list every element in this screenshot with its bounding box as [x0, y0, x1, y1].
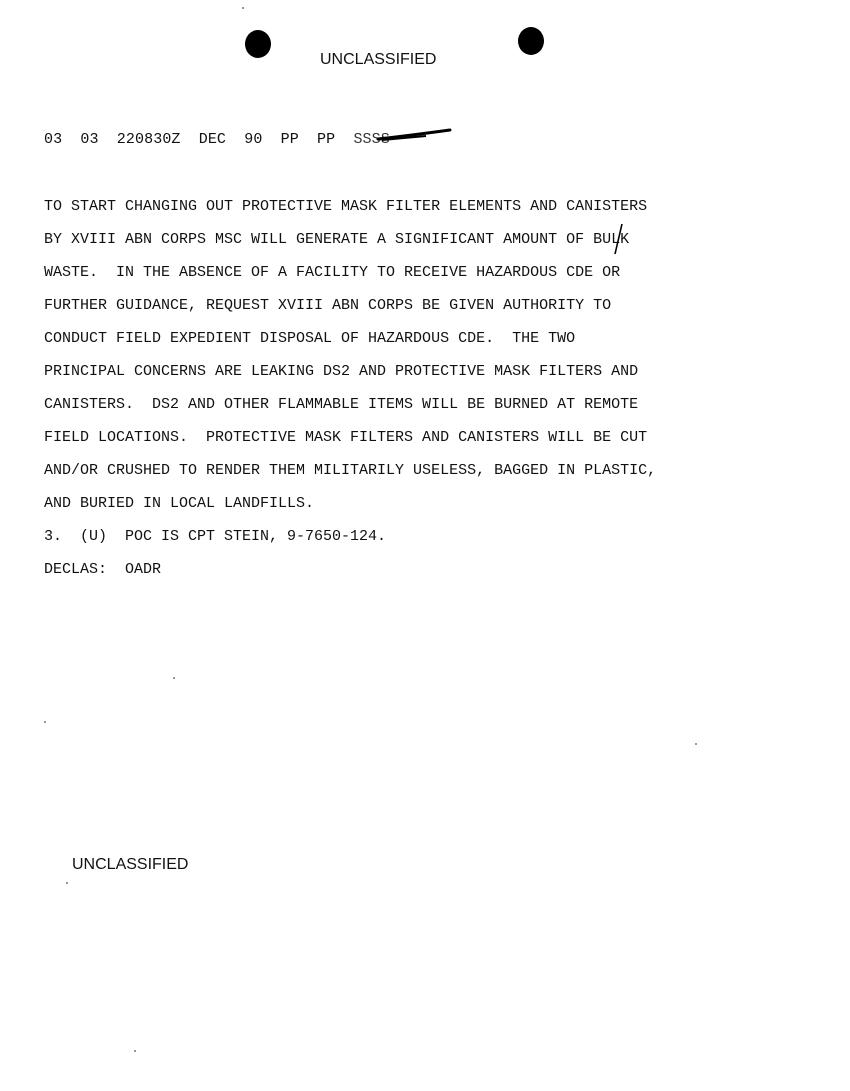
- punch-hole-left: [245, 30, 271, 58]
- scan-speck: [66, 882, 68, 884]
- body-line-1: TO START CHANGING OUT PROTECTIVE MASK FILTER ELEMENTS AND CANISTERS: [44, 198, 648, 215]
- handwritten-strike-mark: [376, 128, 452, 142]
- body-line-5: CONDUCT FIELD EXPEDIENT DISPOSAL OF HAZARDOUS CDE. THE TWO: [44, 330, 576, 347]
- body-line-7: CANISTERS. DS2 AND OTHER FLAMMABLE ITEMS WILL BE BURNED AT REMOTE: [44, 396, 639, 413]
- declassification-line: DECLAS: OADR: [44, 561, 162, 578]
- scan-speck: [695, 743, 697, 745]
- scan-speck: [134, 1050, 136, 1052]
- scan-speck: [173, 677, 175, 679]
- body-line-4: FURTHER GUIDANCE, REQUEST XVIII ABN CORPS BE GIVEN AUTHORITY TO: [44, 297, 612, 314]
- body-line-8: FIELD LOCATIONS. PROTECTIVE MASK FILTERS AND CANISTERS WILL BE CUT: [44, 429, 648, 446]
- message-header: [44, 131, 390, 148]
- header-struck-text: SSSS: [353, 131, 390, 148]
- poc-line: 3. (U) POC IS CPT STEIN, 9-7650-124.: [44, 528, 387, 545]
- scan-speck: [242, 7, 244, 9]
- header-text: 03 03 220830Z DEC 90 PP PP: [44, 131, 354, 148]
- body-line-3: WASTE. IN THE ABSENCE OF A FACILITY TO RECEIVE HAZARDOUS CDE OR: [44, 264, 621, 281]
- body-line-9: AND/OR CRUSHED TO RENDER THEM MILITARILY USELESS, BAGGED IN PLASTIC,: [44, 462, 657, 479]
- body-line-10: AND BURIED IN LOCAL LANDFILLS.: [44, 495, 315, 512]
- body-line-2: BY XVIII ABN CORPS MSC WILL GENERATE A SIGNIFICANT AMOUNT OF BULK: [44, 231, 630, 248]
- punch-hole-right: [518, 27, 544, 55]
- classification-top: UNCLASSIFIED: [320, 51, 437, 68]
- body-line-6: PRINCIPAL CONCERNS ARE LEAKING DS2 AND PROTECTIVE MASK FILTERS AND: [44, 363, 639, 380]
- classification-bottom: UNCLASSIFIED: [72, 856, 189, 873]
- handwritten-slash-mark: [611, 222, 625, 256]
- scan-speck: [44, 721, 46, 723]
